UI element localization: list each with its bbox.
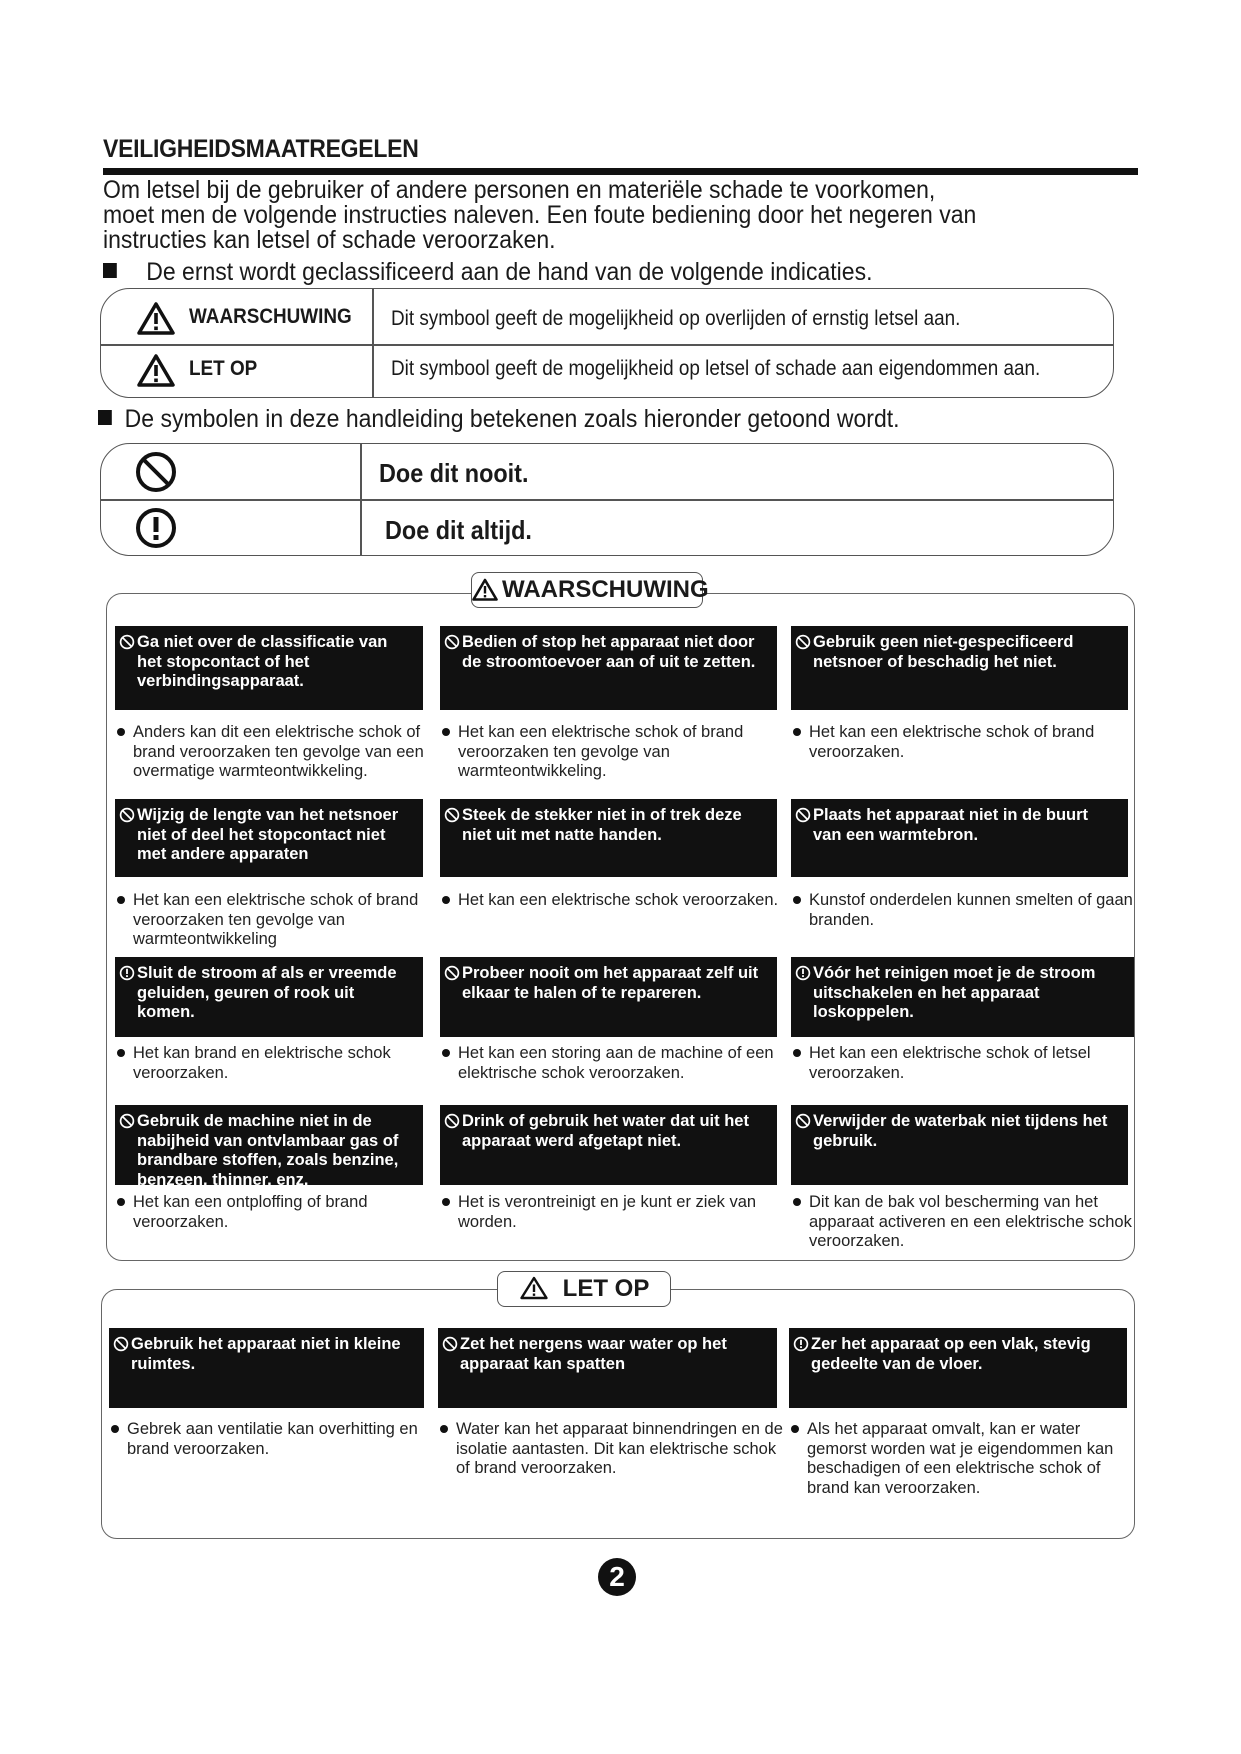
- symbol-desc-always: Doe dit altijd.: [385, 515, 532, 545]
- card-header: [115, 957, 423, 1037]
- card-header-text: Steek de stekker niet in of trek deze niet uit met natte handen.: [462, 806, 742, 844]
- card-header: [115, 799, 423, 877]
- square-bullet-icon: [103, 263, 117, 278]
- card-body-text: Kunstof onderdelen kunnen smelten of gaan branden.: [809, 891, 1133, 929]
- card-body: [793, 1044, 1144, 1083]
- severity-label-caution: LET OP: [189, 357, 258, 380]
- card-header-text: Gebruik de machine niet in de nabijheid van ontvlambaar gas of brandbare stoffen, zoals benzine, benzeen, thinner, enz.: [137, 1112, 399, 1189]
- warning-triangle-icon: [519, 1276, 549, 1300]
- card-header: [791, 626, 1128, 710]
- card-body-text: Het kan een elektrische schok of letsel veroorzaken.: [809, 1044, 1091, 1082]
- bullet-dot-icon: [793, 728, 801, 736]
- symbols-line-text: De symbolen in deze handleiding betekenen zoals hieronder getoond wordt.: [124, 405, 900, 433]
- card-header-text: Bedien of stop het apparaat niet door de stroomtoevoer aan of uit te zetten.: [462, 633, 756, 671]
- mandatory-icon: [793, 1336, 809, 1358]
- card-header-text: Ga niet over de classificatie van het stopcontact of het verbindingsapparaat.: [137, 633, 388, 690]
- caution-section-title-text: LET OP: [562, 1275, 650, 1302]
- card-header-text: Wijzig de lengte van het netsnoer niet of deel het stopcontact niet met andere apparaten: [137, 806, 399, 863]
- bullet-dot-icon: [440, 1425, 448, 1433]
- mandatory-icon: [119, 965, 135, 987]
- prohibited-icon: [795, 807, 811, 829]
- bullet-dot-icon: [442, 728, 450, 736]
- card-body: [111, 1420, 434, 1459]
- card-header: [115, 626, 423, 710]
- severity-table: [100, 288, 1114, 398]
- prohibited-icon: [795, 634, 811, 656]
- title-rule: [103, 168, 1138, 175]
- bullet-dot-icon: [117, 728, 125, 736]
- bullet-dot-icon: [442, 1049, 450, 1057]
- card-header: [109, 1328, 424, 1408]
- card-body-text: Het is verontreinigt en je kunt er ziek van worden.: [458, 1193, 757, 1231]
- card-header-text: Gebruik geen niet-gespecificeerd netsnoer of beschadig het niet.: [813, 633, 1074, 671]
- bullet-dot-icon: [117, 1198, 125, 1206]
- warning-section-title-text: WAARSCHUWING: [502, 576, 709, 603]
- caution-section-title: [497, 1271, 671, 1307]
- prohibited-icon: [442, 1336, 458, 1358]
- card-header: [440, 626, 777, 710]
- card-header-text: Drink of gebruik het water dat uit het apparaat werd afgetapt niet.: [462, 1112, 749, 1150]
- prohibited-icon: [119, 807, 135, 829]
- card-header-text: Gebruik het apparaat niet in kleine ruimtes.: [131, 1335, 401, 1373]
- card-header: [115, 1105, 423, 1189]
- card-body: [793, 891, 1138, 930]
- warning-triangle-icon: [137, 301, 175, 335]
- card-body: [791, 1420, 1137, 1498]
- bullet-dot-icon: [791, 1425, 799, 1433]
- card-body: [117, 1044, 433, 1083]
- prohibited-icon: [444, 634, 460, 656]
- card-header: [440, 799, 777, 877]
- card-body: [793, 1193, 1138, 1252]
- card-header: [791, 957, 1134, 1037]
- card-header: [440, 1105, 777, 1185]
- card-header: [789, 1328, 1127, 1408]
- card-body: [117, 891, 433, 950]
- card-header-text: Plaats het apparaat niet in de buurt van een warmtebron.: [813, 806, 1089, 844]
- card-header: [438, 1328, 777, 1408]
- severity-desc-caution: Dit symbool geeft de mogelijkheid op letsel of schade aan eigendommen aan.: [391, 357, 1041, 380]
- severity-desc-warning: Dit symbool geeft de mogelijkheid op overlijden of ernstig letsel aan.: [391, 307, 961, 330]
- bullet-dot-icon: [442, 1198, 450, 1206]
- card-header-text: Zet het nergens waar water op het apparaat kan spatten: [460, 1335, 727, 1373]
- card-header-text: Verwijder de waterbak niet tijdens het gebruik.: [813, 1112, 1108, 1150]
- card-body: [440, 1420, 787, 1479]
- square-bullet-icon: [98, 410, 112, 425]
- card-header-text: Probeer nooit om het apparaat zelf uit elkaar te halen of te repareren.: [462, 964, 759, 1002]
- severity-line-text: De ernst wordt geclassificeerd aan de hand van de volgende indicaties.: [146, 258, 873, 286]
- card-header-text: Vóór het reinigen moet je de stroom uitschakelen en het apparaat loskoppelen.: [813, 964, 1096, 1021]
- card-body: [117, 723, 433, 782]
- bullet-dot-icon: [117, 896, 125, 904]
- card-body-text: Het kan een elektrische schok of brand veroorzaken ten gevolge van warmteontwikkeling.: [458, 723, 744, 780]
- card-body: [442, 1193, 787, 1232]
- symbols-line: [98, 405, 900, 434]
- card-header: [791, 799, 1128, 877]
- prohibited-icon: [135, 451, 177, 493]
- bullet-dot-icon: [793, 1198, 801, 1206]
- card-body: [442, 891, 787, 911]
- card-body-text: Anders kan dit een elektrische schok of brand veroorzaken ten gevolge van een overmatige warmteontwikkeling.: [133, 723, 424, 780]
- prohibited-icon: [444, 1113, 460, 1135]
- severity-label-warning: WAARSCHUWING: [189, 305, 352, 328]
- card-body-text: Als het apparaat omvalt, kan er water gemorst worden wat je eigendommen kan beschadigen of een elektrische schok of brand kan veroorzaken.: [807, 1420, 1114, 1497]
- card-header: [440, 957, 777, 1037]
- page-number: 2: [598, 1558, 636, 1596]
- card-body-text: Water kan het apparaat binnendringen en de isolatie aantasten. Dit kan elektrische schok of brand veroorzaken.: [456, 1420, 783, 1477]
- card-body-text: Het kan een ontploffing of brand veroorzaken.: [133, 1193, 368, 1231]
- intro-paragraph: Om letsel bij de gebruiker of andere personen en materiële schade te voorkomen, moet men de volgende instructies naleven. Een foute bediening door het negeren van instructies kan letsel of schade veroorzaken.: [103, 176, 977, 254]
- mandatory-icon: [795, 965, 811, 987]
- symbols-table: [100, 443, 1114, 556]
- bullet-dot-icon: [111, 1425, 119, 1433]
- card-header-text: Sluit de stroom af als er vreemde geluiden, geuren of rook uit komen.: [137, 964, 397, 1021]
- mandatory-icon: [135, 507, 177, 549]
- card-body: [793, 723, 1138, 762]
- caution-section: [101, 1289, 1135, 1539]
- warning-triangle-icon: [472, 578, 498, 601]
- card-header: [791, 1105, 1128, 1185]
- prohibited-icon: [119, 634, 135, 656]
- card-body-text: Het kan een storing aan de machine of een elektrische schok veroorzaken.: [458, 1044, 774, 1082]
- bullet-dot-icon: [793, 1049, 801, 1057]
- warning-triangle-icon: [137, 353, 175, 387]
- card-body-text: Het kan brand en elektrische schok veroorzaken.: [133, 1044, 391, 1082]
- card-body: [442, 1044, 787, 1083]
- warning-section-title: [471, 572, 709, 608]
- card-body: [117, 1193, 433, 1232]
- card-header-text: Zer het apparaat op een vlak, stevig gedeelte van de vloer.: [811, 1335, 1091, 1373]
- prohibited-icon: [795, 1113, 811, 1135]
- bullet-dot-icon: [442, 896, 450, 904]
- card-body-text: Het kan een elektrische schok of brand veroorzaken.: [809, 723, 1095, 761]
- prohibited-icon: [119, 1113, 135, 1135]
- page-title: VEILIGHEIDSMAATREGELEN: [103, 135, 419, 163]
- bullet-dot-icon: [793, 896, 801, 904]
- card-body-text: Het kan een elektrische schok veroorzaken.: [458, 891, 779, 909]
- prohibited-icon: [444, 807, 460, 829]
- card-body: [442, 723, 787, 782]
- card-body-text: Dit kan de bak vol bescherming van het apparaat activeren en een elektrische schok veroorzaken.: [809, 1193, 1132, 1250]
- bullet-dot-icon: [117, 1049, 125, 1057]
- symbol-desc-never: Doe dit nooit.: [379, 458, 529, 488]
- severity-line: [103, 258, 872, 287]
- prohibited-icon: [444, 965, 460, 987]
- card-body-text: Gebrek aan ventilatie kan overhitting en brand veroorzaken.: [127, 1420, 418, 1458]
- prohibited-icon: [113, 1336, 129, 1358]
- card-body-text: Het kan een elektrische schok of brand veroorzaken ten gevolge van warmteontwikkeling: [133, 891, 419, 948]
